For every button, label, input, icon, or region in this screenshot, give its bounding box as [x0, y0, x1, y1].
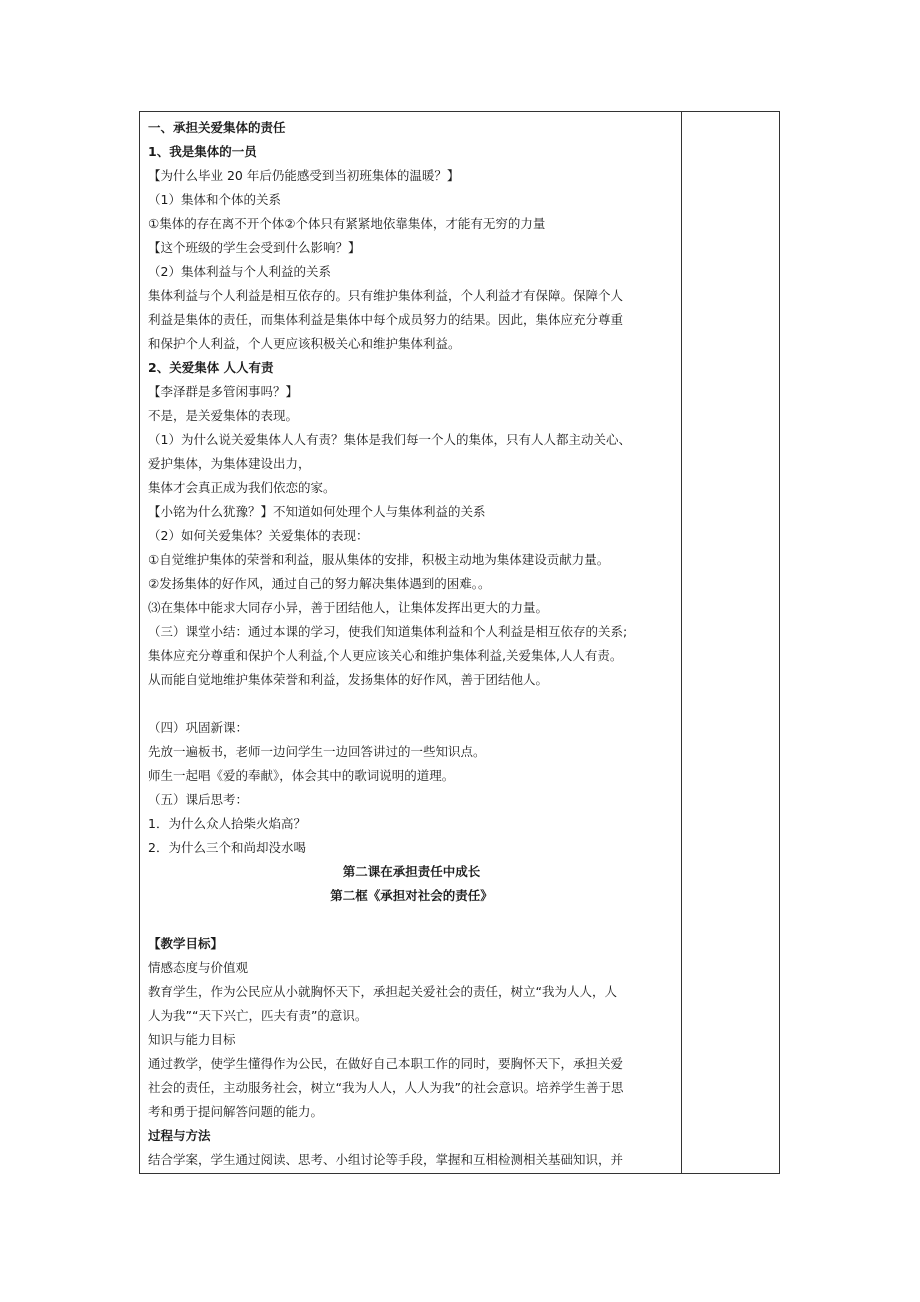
text-line: ⑶在集体中能求大同存小异，善于团结他人，让集体发挥出更大的力量。: [148, 600, 549, 615]
lesson-title: 第二课在承担责任中成长: [342, 864, 481, 879]
goal-category: 知识与能力目标: [148, 1032, 236, 1047]
goal-category: 过程与方法: [148, 1128, 211, 1143]
text-line: 通过教学，使学生懂得作为公民，在做好自己本职工作的同时，要胸怀天下，承担关爱: [148, 1056, 624, 1071]
text-line: ②发扬集体的好作风，通过自己的努力解决集体遇到的困难。。: [148, 576, 491, 591]
blank-line: [148, 692, 675, 716]
summary-line: 从而能自觉地维护集体荣誉和利益，发扬集体的好作风，善于团结他人。: [148, 672, 549, 687]
subsection-heading: 1、我是集体的一员: [148, 144, 257, 159]
text-line: ①集体的存在离不开个体②个体只有紧紧地依靠集体，才能有无穷的力量: [148, 216, 546, 231]
text-line: 社会的责任，主动服务社会，树立“我为人人，人人为我”的社会意识。培养学生善于思: [148, 1080, 624, 1095]
text-line: （1）为什么说关爱集体人人有责？集体是我们每一个人的集体，只有人人都主动关心、: [148, 432, 631, 447]
lesson-subtitle: 第二框《承担对社会的责任》: [330, 888, 493, 903]
main-content-cell: [140, 112, 682, 1174]
text-line: 先放一遍板书，老师一边问学生一边回答讲过的一些知识点。: [148, 744, 486, 759]
subsection-heading: 2、关爱集体 人人有责: [148, 360, 274, 375]
lesson-text: [140, 112, 681, 1172]
text-line: ①自觉维护集体的荣誉和利益，服从集体的安排，积极主动地为集体建设贡献力量。: [148, 552, 610, 567]
text-line: 人为我”“天下兴亡，匹夫有责”的意识。: [148, 1008, 368, 1023]
goal-category: 情感态度与价值观: [148, 960, 249, 975]
text-line: 爱护集体，为集体建设出力，: [148, 456, 311, 471]
text-line: 考和勇于提问解答问题的能力。: [148, 1104, 324, 1119]
summary-line: 集体应充分尊重和保护个人利益,个人更应该关心和维护集体利益,关爱集体,人人有责。: [148, 648, 623, 663]
text-line: 利益是集体的责任，而集体利益是集体中每个成员努力的结果。因此，集体应充分尊重: [148, 312, 624, 327]
point-heading: （四）巩固新课：: [148, 720, 249, 735]
section-heading: 一、承担关爱集体的责任: [148, 120, 286, 135]
text-line: 和保护个人利益，个人更应该积极关心和维护集体利益。: [148, 336, 461, 351]
question-line: 【李泽群是多管闲事吗？】: [148, 384, 299, 399]
text-line: 集体才会真正成为我们依恋的家。: [148, 480, 336, 495]
blank-line: [148, 908, 675, 932]
point-heading: （2）集体利益与个人利益的关系: [148, 264, 331, 279]
goals-heading: 【教学目标】: [148, 936, 224, 951]
question-line: 【为什么毕业 20 年后仍能感受到当初班集体的温暖？】: [148, 168, 460, 183]
text-line: 不是，是关爱集体的表现。: [148, 408, 299, 423]
point-heading: （1）集体和个体的关系: [148, 192, 281, 207]
text-line: 集体利益与个人利益是相互依存的。只有维护集体利益，个人利益才有保障。保障个人: [148, 288, 624, 303]
list-item: 2．为什么三个和尚却没水喝: [148, 840, 306, 855]
question-line: 【小铭为什么犹豫？】不知道如何处理个人与集体利益的关系: [148, 504, 486, 519]
text-line: 结合学案，学生通过阅读、思考、小组讨论等手段，掌握和互相检测相关基础知识，并: [148, 1152, 624, 1167]
text-line: 教育学生，作为公民应从小就胸怀天下，承担起关爱社会的责任，树立“我为人人，人: [148, 984, 617, 999]
point-heading: （2）如何关爱集体？关爱集体的表现：: [148, 528, 369, 543]
point-heading: （五）课后思考：: [148, 792, 249, 807]
lesson-plan-table: [139, 111, 780, 1174]
text-line: 师生一起唱《爱的奉献》，体会其中的歌词说明的道理。: [148, 768, 455, 783]
summary-line: （三）课堂小结：通过本课的学习，使我们知道集体利益和个人利益是相互依存的关系;: [148, 624, 628, 639]
question-line: 【这个班级的学生会受到什么影响？】: [148, 240, 361, 255]
list-item: 1．为什么众人拾柴火焰高？: [148, 816, 306, 831]
side-notes-cell: [682, 112, 780, 1174]
table-row: [140, 112, 780, 1174]
